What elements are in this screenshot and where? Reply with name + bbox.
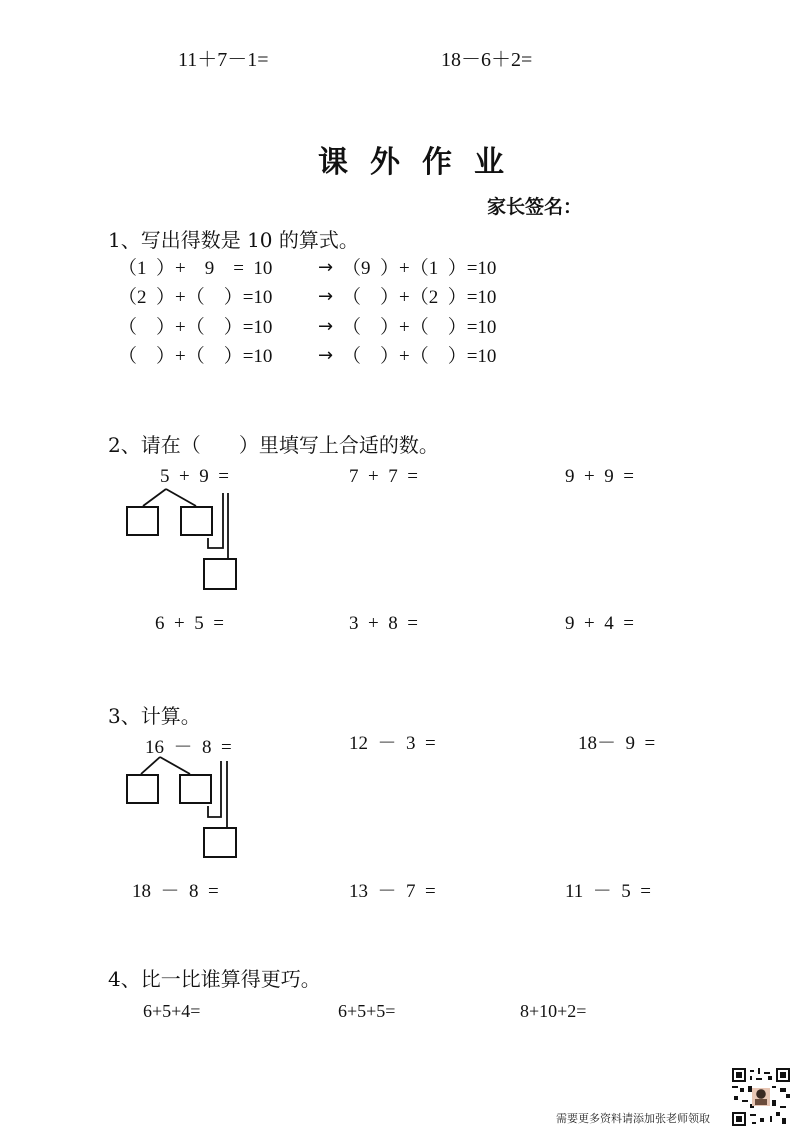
q3-expr-5: 13 － 7 = bbox=[349, 881, 436, 902]
result-box[interactable] bbox=[203, 558, 237, 590]
q2-expr-1: 5 + 9 = bbox=[160, 466, 229, 487]
q4-expr-2: 6+5+5= bbox=[338, 1001, 396, 1021]
split-box-right[interactable] bbox=[179, 774, 212, 804]
q2-expr-6: 9 + 4 = bbox=[565, 613, 634, 634]
q3-expr-3: 18－ 9 = bbox=[578, 733, 656, 754]
split-line-right bbox=[166, 489, 196, 506]
q2-expr-4: 6 + 5 = bbox=[155, 613, 224, 634]
q1-row-1-left: （1 ）+ 9 = 10 bbox=[118, 258, 273, 279]
q1-row-2-left: （2 ）+（ ）=10 bbox=[118, 287, 273, 308]
arrow-right-icon: → bbox=[318, 345, 334, 366]
q2-prompt: 2、请在（ ）里填写上合适的数。 bbox=[108, 433, 439, 457]
q1-row-3-right: （ ）+（ ）=10 bbox=[342, 317, 497, 338]
split-box-left[interactable] bbox=[126, 506, 159, 536]
q1-row-3-left: （ ）+（ ）=10 bbox=[118, 317, 273, 338]
q1-row-2-right: （ ）+（2 ）=10 bbox=[342, 287, 497, 308]
q4-prompt: 4、比一比谁算得更巧。 bbox=[108, 967, 321, 991]
split-box-left[interactable] bbox=[126, 774, 159, 804]
q1-row-4-right: （ ）+（ ）=10 bbox=[342, 346, 497, 367]
split-line-left bbox=[143, 489, 166, 506]
q3-expr-4: 18 － 8 = bbox=[132, 881, 219, 902]
qr-code-icon bbox=[732, 1068, 790, 1126]
q1-row-4-left: （ ）+（ ）=10 bbox=[118, 346, 273, 367]
page-title: 课外作业 bbox=[318, 145, 526, 180]
footer-note: 需要更多资料请添加张老师领取 bbox=[556, 1112, 710, 1125]
split-line-right bbox=[160, 757, 190, 774]
q3-prompt: 3、计算。 bbox=[108, 704, 201, 728]
result-box[interactable] bbox=[203, 827, 237, 858]
q1-row-1-right: （9 ）+（1 ）=10 bbox=[342, 258, 497, 279]
q2-expr-3: 9 + 9 = bbox=[565, 466, 634, 487]
q3-expr-6: 11 － 5 = bbox=[565, 881, 652, 902]
arrow-right-icon: → bbox=[318, 316, 334, 337]
q2-expr-5: 3 + 8 = bbox=[349, 613, 418, 634]
q2-expr-2: 7 + 7 = bbox=[349, 466, 418, 487]
split-box-right[interactable] bbox=[180, 506, 213, 536]
top-expression-b: 18－6＋2= bbox=[441, 49, 533, 71]
q3-expr-2: 12 － 3 = bbox=[349, 733, 436, 754]
q4-expr-1: 6+5+4= bbox=[143, 1001, 201, 1021]
split-line-left bbox=[141, 757, 160, 774]
q1-prompt: 1、写出得数是 10 的算式。 bbox=[108, 228, 359, 252]
arrow-right-icon: → bbox=[318, 286, 334, 307]
q3-expr-1: 16 － 8 = bbox=[145, 737, 232, 758]
q4-expr-3: 8+10+2= bbox=[520, 1001, 587, 1021]
arrow-right-icon: → bbox=[318, 257, 334, 278]
parent-signature-label: 家长签名： bbox=[487, 196, 583, 218]
top-expression-a: 11＋7－1= bbox=[178, 49, 269, 71]
